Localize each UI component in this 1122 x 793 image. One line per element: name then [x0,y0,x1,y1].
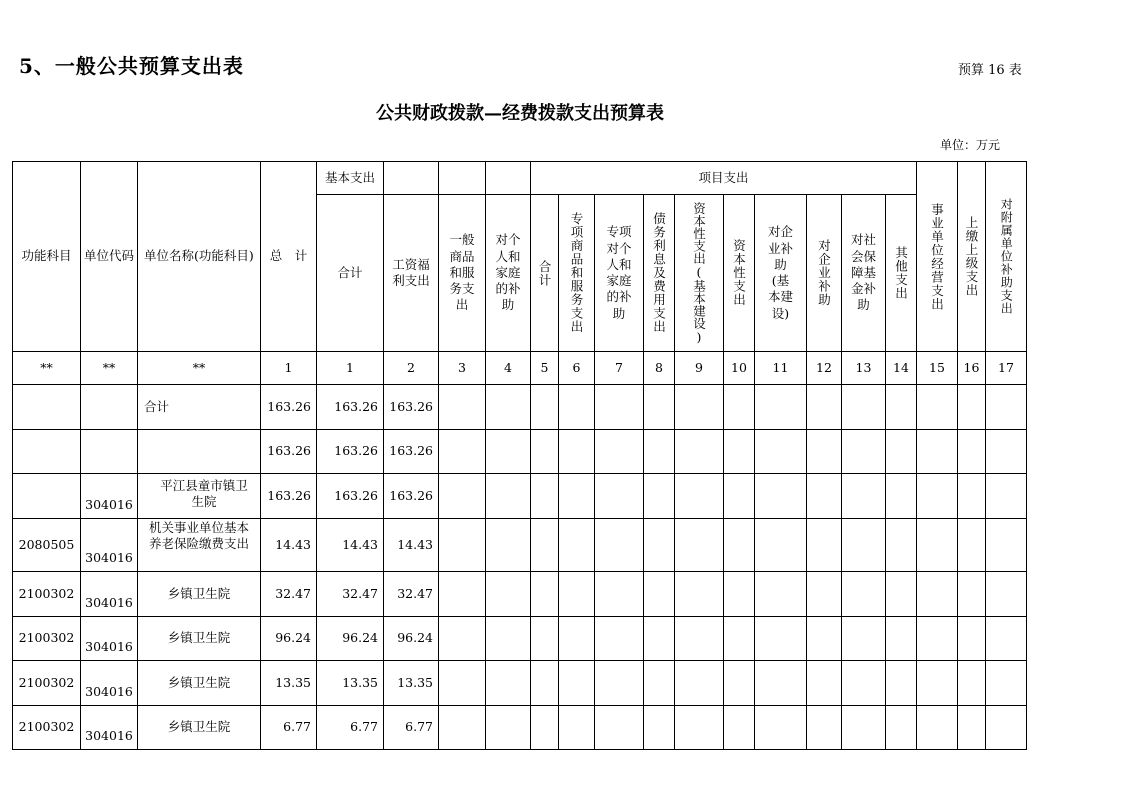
col-project-group: 项目支出 [531,162,917,195]
table-number: 预算 16 表 [958,63,1022,78]
total-cell: 96.24 [261,617,317,661]
index-cell: 13 [842,352,886,385]
basic-total-cell: 32.47 [317,572,384,617]
total-cell: 163.26 [261,385,317,430]
name-cell: 乡镇卫生院 [138,617,261,661]
section-title: 5、一般公共预算支出表 [19,54,244,78]
col-wages: 工资福利支出 [384,195,439,352]
func-cell: 2100302 [13,706,81,750]
name-cell: 乡镇卫生院 [138,661,261,706]
col-basic-total: 合计 [317,195,384,352]
func-cell: 2100302 [13,661,81,706]
col-enterprise-basic: 对企业补助(基本建设) [755,195,807,352]
table-row [13,572,1027,617]
wages-cell: 163.26 [384,474,439,519]
name-cell: 乡镇卫生院 [138,706,261,750]
index-row [13,352,1027,385]
func-cell [13,385,81,430]
index-cell: 1 [261,352,317,385]
func-cell: 2100302 [13,572,81,617]
index-cell: 1 [317,352,384,385]
code-cell: 304016 [81,706,138,750]
basic-total-cell: 163.26 [317,430,384,474]
index-cell: 14 [886,352,917,385]
header-blank-3 [486,162,531,195]
code-cell: 304016 [81,474,138,519]
code-cell: 304016 [81,661,138,706]
total-cell: 14.43 [261,519,317,572]
index-cell: 11 [755,352,807,385]
index-cell: 10 [724,352,755,385]
total-cell: 32.47 [261,572,317,617]
func-cell [13,474,81,519]
col-goods-services: 一般商品和服务支出 [439,195,486,352]
index-cell: 7 [595,352,644,385]
col-enterprise: 对企业补助 [807,195,842,352]
wages-cell: 96.24 [384,617,439,661]
table-row [13,661,1027,706]
total-cell: 6.77 [261,706,317,750]
index-cell: 12 [807,352,842,385]
code-cell: 304016 [81,617,138,661]
basic-total-cell: 6.77 [317,706,384,750]
index-cell: 8 [644,352,675,385]
basic-total-cell: 163.26 [317,385,384,430]
code-cell: 304016 [81,519,138,572]
col-other: 其他支出 [886,195,917,352]
basic-total-cell: 13.35 [317,661,384,706]
index-cell: ** [81,352,138,385]
index-cell: 6 [559,352,595,385]
wages-cell: 163.26 [384,430,439,474]
table-row [13,474,1027,519]
col-capital-basic: 资本性支出(基本建设) [675,195,724,352]
name-cell: 机关事业单位基本养老保险缴费支出 [138,519,261,572]
index-cell: ** [13,352,81,385]
total-cell: 163.26 [261,474,317,519]
name-cell: 合计 [138,385,261,430]
index-cell: 9 [675,352,724,385]
total-cell: 13.35 [261,661,317,706]
header-blank-1 [384,162,439,195]
wages-cell: 13.35 [384,661,439,706]
col-total: 总 计 [261,162,317,352]
table-row [13,385,1027,430]
name-cell [138,430,261,474]
table-row [13,430,1027,474]
index-cell: 15 [917,352,958,385]
code-cell [81,430,138,474]
unit-label: 单位：万元 [940,138,1001,152]
col-debt-interest: 债务利息及费用支出 [644,195,675,352]
page-title: 公共财政拨款—经费拨款支出预算表 [376,103,664,124]
table-row [13,706,1027,750]
index-cell: 17 [986,352,1027,385]
col-proj-total: 合计 [531,195,559,352]
index-cell: 2 [384,352,439,385]
col-unit-code: 单位代码 [81,162,138,352]
wages-cell: 6.77 [384,706,439,750]
col-basic-group: 基本支出 [317,162,384,195]
index-cell: 5 [531,352,559,385]
budget-table [12,161,1027,750]
index-cell: 3 [439,352,486,385]
wages-cell: 163.26 [384,385,439,430]
header-blank-2 [439,162,486,195]
basic-total-cell: 14.43 [317,519,384,572]
code-cell [81,385,138,430]
index-cell: 4 [486,352,531,385]
name-cell: 乡镇卫生院 [138,572,261,617]
table-row [13,519,1027,572]
col-proj-goods: 专项商品和服务支出 [559,195,595,352]
index-cell: ** [138,352,261,385]
col-unit-name: 单位名称(功能科目) [138,162,261,352]
func-cell: 2100302 [13,617,81,661]
col-social-security: 对社会保障基金补助 [842,195,886,352]
name-cell: 平江县童市镇卫生院 [138,474,261,519]
col-pay-upper: 上缴上级支出 [958,162,986,352]
col-proj-individual: 专项对个人和家庭的补助 [595,195,644,352]
col-capital: 资本性支出 [724,195,755,352]
col-public-operation: 事业单位经营支出 [917,162,958,352]
basic-total-cell: 96.24 [317,617,384,661]
func-cell [13,430,81,474]
basic-total-cell: 163.26 [317,474,384,519]
index-cell: 16 [958,352,986,385]
func-cell: 2080505 [13,519,81,572]
col-affiliate-subsidy: 对附属单位补助支出 [986,162,1027,352]
wages-cell: 14.43 [384,519,439,572]
total-cell: 163.26 [261,430,317,474]
table-row [13,617,1027,661]
wages-cell: 32.47 [384,572,439,617]
col-func-subject: 功能科目 [13,162,81,352]
col-individual-subsidy: 对个人和家庭的补助 [486,195,531,352]
code-cell: 304016 [81,572,138,617]
